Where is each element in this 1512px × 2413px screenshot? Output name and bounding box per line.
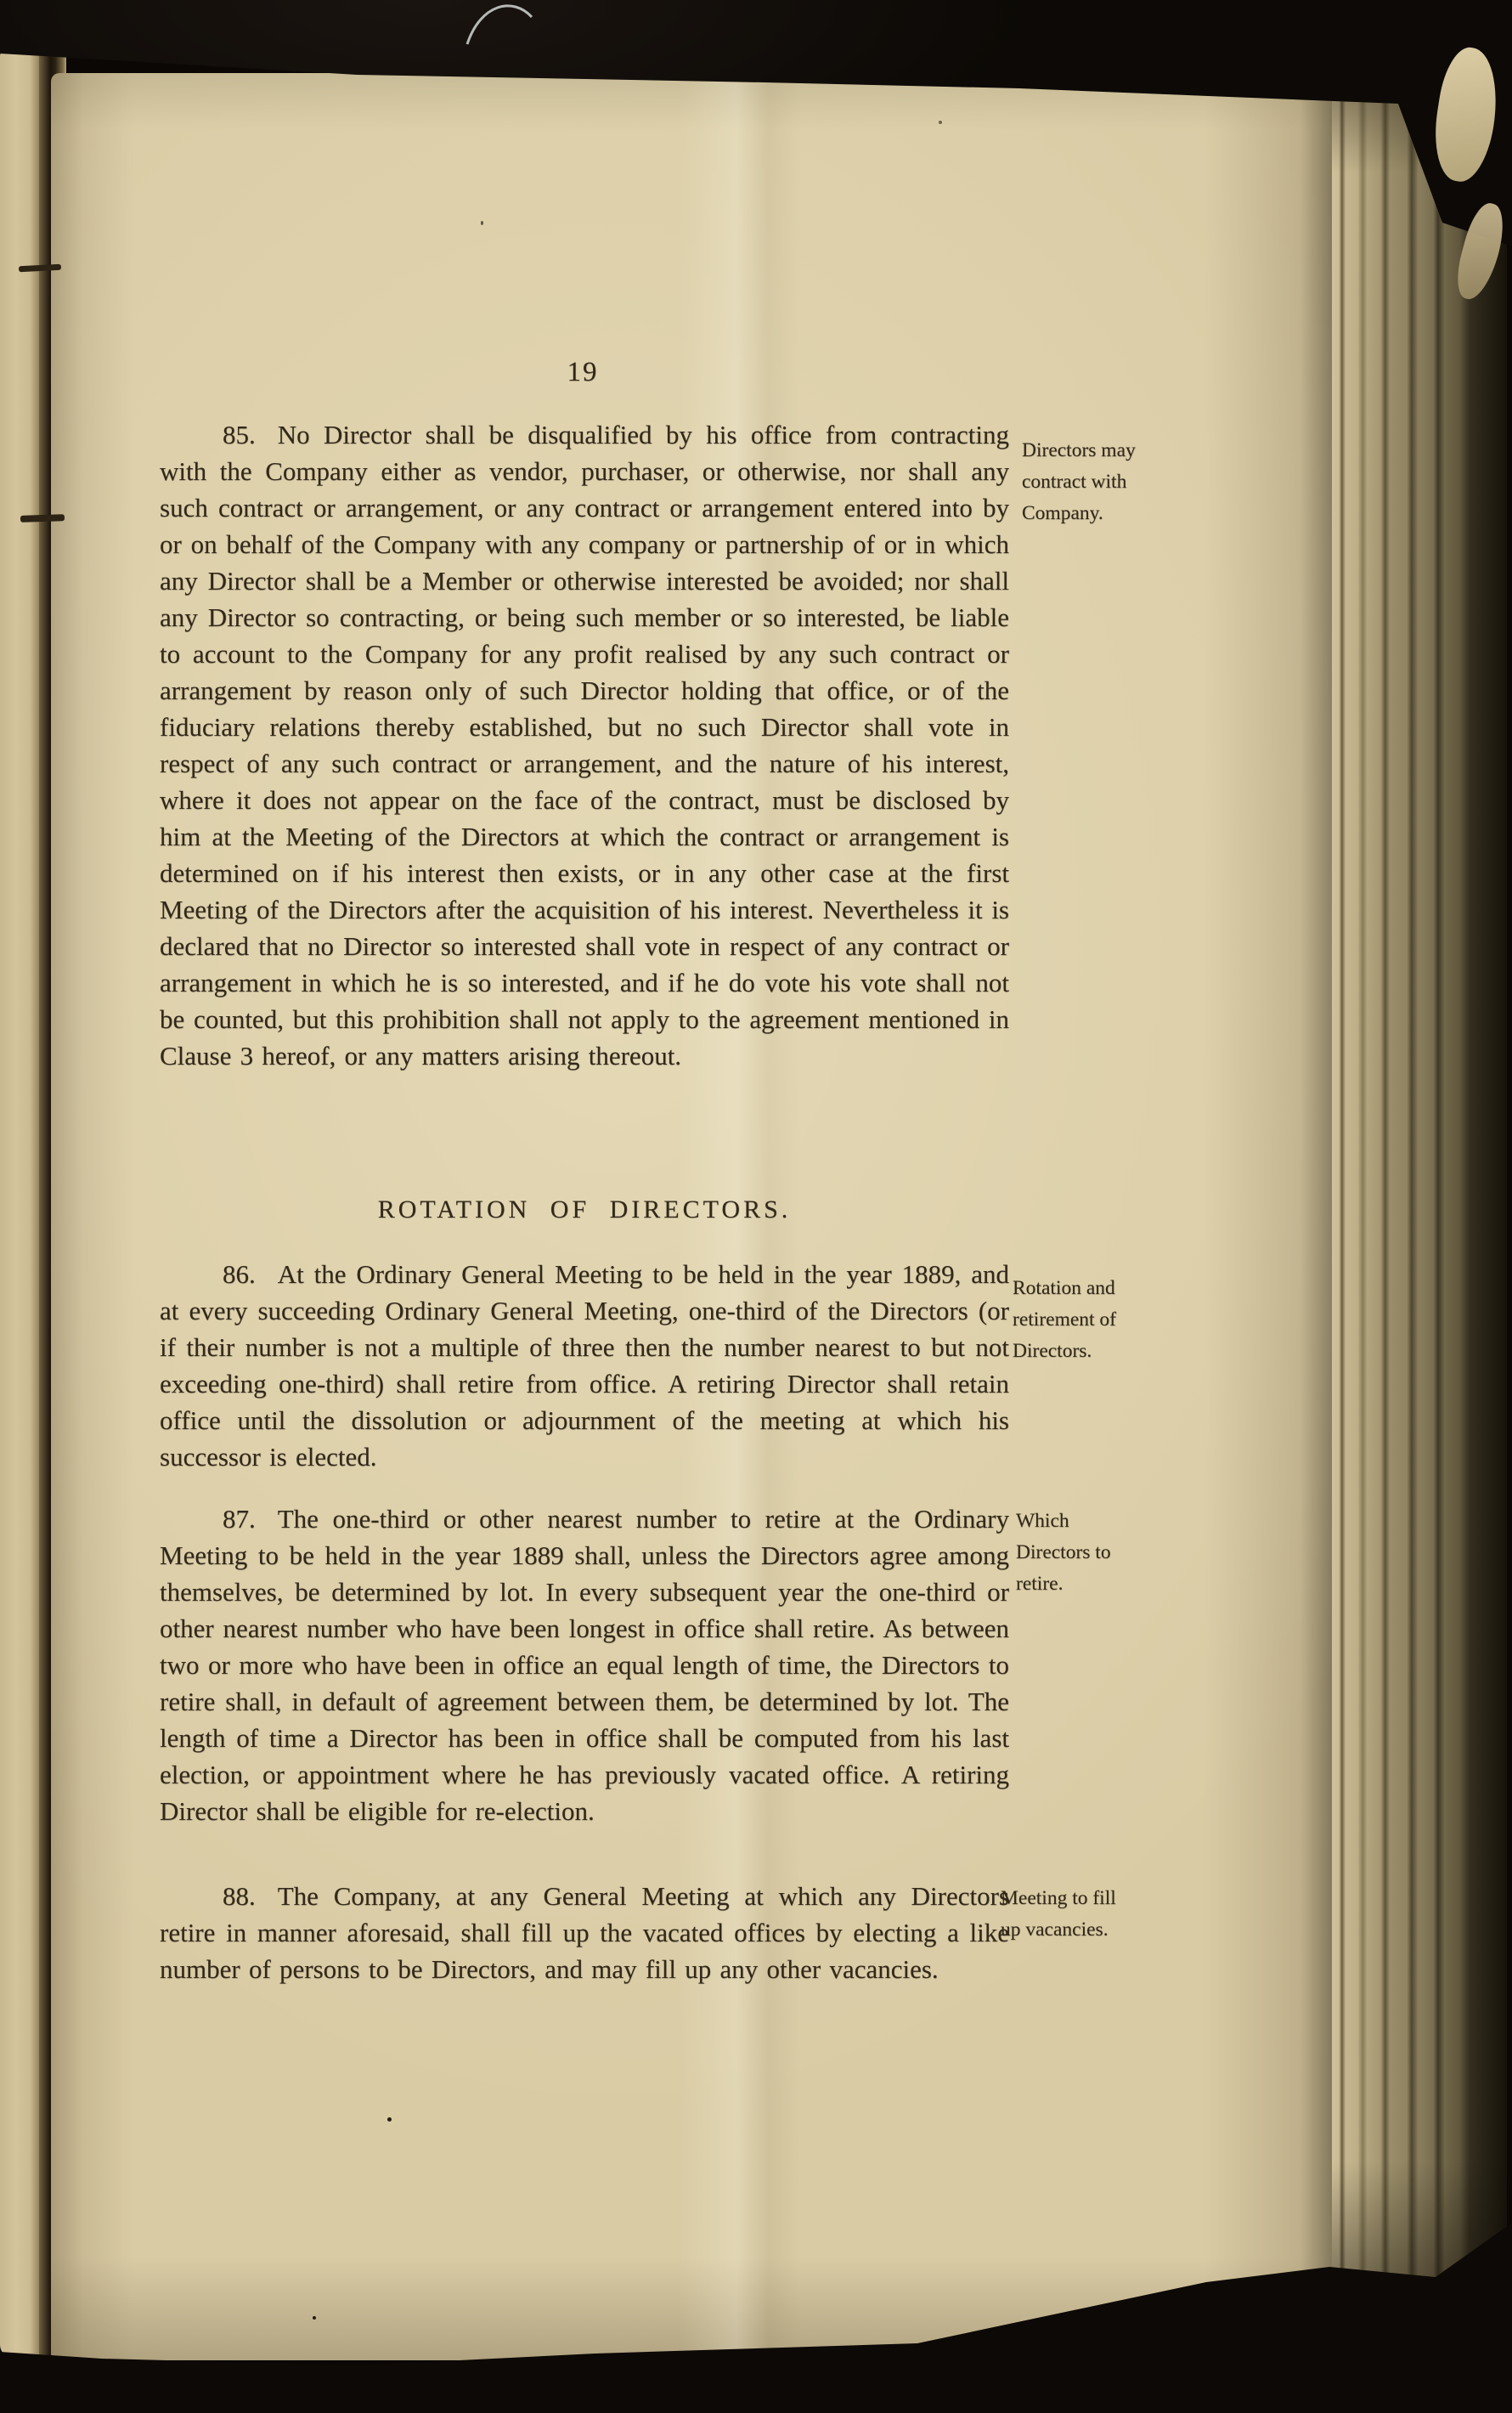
ink-speck <box>939 121 942 124</box>
margin-note-line: Company. <box>1022 502 1103 524</box>
margin-note <box>1022 435 1136 529</box>
margin-note-line: Meeting to fill <box>1001 1887 1116 1909</box>
scratch-mark <box>457 0 539 49</box>
clause-text: The one-third or other nearest number to retire at the Ordinary Meeting to be held in the year 1889 shall, unless the Directors agree among themselves, be determined by lot. In every subsequent year the one-third or other nearest number who have been longest in office shall retire. As between two or more who have been in office an equal length of time, the Directors to retire shall, in default of agreement between them, be determined by lot. The length of time a Director has been in office shall be computed from his last election, or appointment where he has previously vacated office. A retiring Director shall be eligible for re-election. <box>160 1504 1009 1826</box>
clause-number: 87. <box>223 1504 256 1534</box>
clause-number: 88. <box>223 1881 256 1911</box>
margin-note-line: Rotation and <box>1013 1277 1115 1299</box>
clause-86-paragraph <box>160 1256 1009 1475</box>
facing-page-edge <box>0 49 42 2357</box>
section-heading: ROTATION OF DIRECTORS. <box>377 1195 792 1223</box>
clause-85-paragraph <box>160 416 1009 1074</box>
clause-text: No Director shall be disqualified by his office from contracting with the Company either as vendor, purchaser, or otherwise, nor shall any such contract or arrangement, or any contract or arrangement entered into by or on behalf of the Company with any company or partnership of or in which any Director shall be a Member or otherwise interested be avoided; nor shall any Director so contracting, or being such member or so interested, be liable to account to the Company for any profit realised by any such contract or arrangement by reason only of such Director holding that office, or of the fiduciary relations thereby established, but no such Director shall vote in respect of any such contract or arrangement, and the nature of his interest, where it does not appear on the face of the contract, must be disclosed by him at the Meeting of the Directors at which the contract or arrangement is determined on if his interest then exists, or in any other case at the first Meeting of the Directors after the acquisition of his interest. Nevertheless it is declared that no Director so interested shall vote in respect of any contract or arrangement in which he is so interested, and if he do vote his vote shall not be counted, but this prohibition shall not apply to the agreement mentioned in Clause 3 hereof, or any matters arising thereout. <box>160 420 1009 1071</box>
margin-note-line: Directors. <box>1013 1340 1092 1362</box>
margin-note-line: Which <box>1016 1510 1069 1532</box>
fore-edge-page-stack <box>1318 83 1507 2318</box>
ink-speck <box>313 2316 316 2320</box>
page-number: 19 <box>567 357 599 387</box>
margin-note-line: retire. <box>1016 1573 1063 1595</box>
margin-note-line: Directors may <box>1022 439 1136 461</box>
margin-note-line: retirement of <box>1013 1308 1117 1331</box>
margin-note <box>1001 1883 1116 1946</box>
ink-speck <box>387 2117 392 2122</box>
clause-88-paragraph <box>160 1878 1009 1987</box>
clause-number: 85. <box>223 420 256 449</box>
margin-note <box>1013 1273 1116 1367</box>
clause-text: The Company, at any General Meeting at which any Directors retire in manner aforesaid, shall fill up the vacated offices by electing a like number of persons to be Directors, and may fill up any other vacancies. <box>160 1881 1009 1984</box>
ink-speck <box>481 221 483 225</box>
clause-text: At the Ordinary General Meeting to be held in the year 1889, and at every succeeding Ordinary General Meeting, one-third of the Directors (or if their number is not a multiple of three then the number nearest to but not exceeding one-third) shall retire from office. A retiring Director shall retain office until the dissolution or adjournment of the meeting at which his successor is elected. <box>160 1259 1009 1472</box>
margin-note-line: contract with <box>1022 471 1127 493</box>
clause-number: 86. <box>223 1259 256 1289</box>
clause-87-paragraph <box>160 1500 1009 1829</box>
margin-note-line: up vacancies. <box>1001 1919 1109 1941</box>
margin-note-line: Directors to <box>1016 1541 1111 1563</box>
margin-note <box>1016 1506 1111 1600</box>
